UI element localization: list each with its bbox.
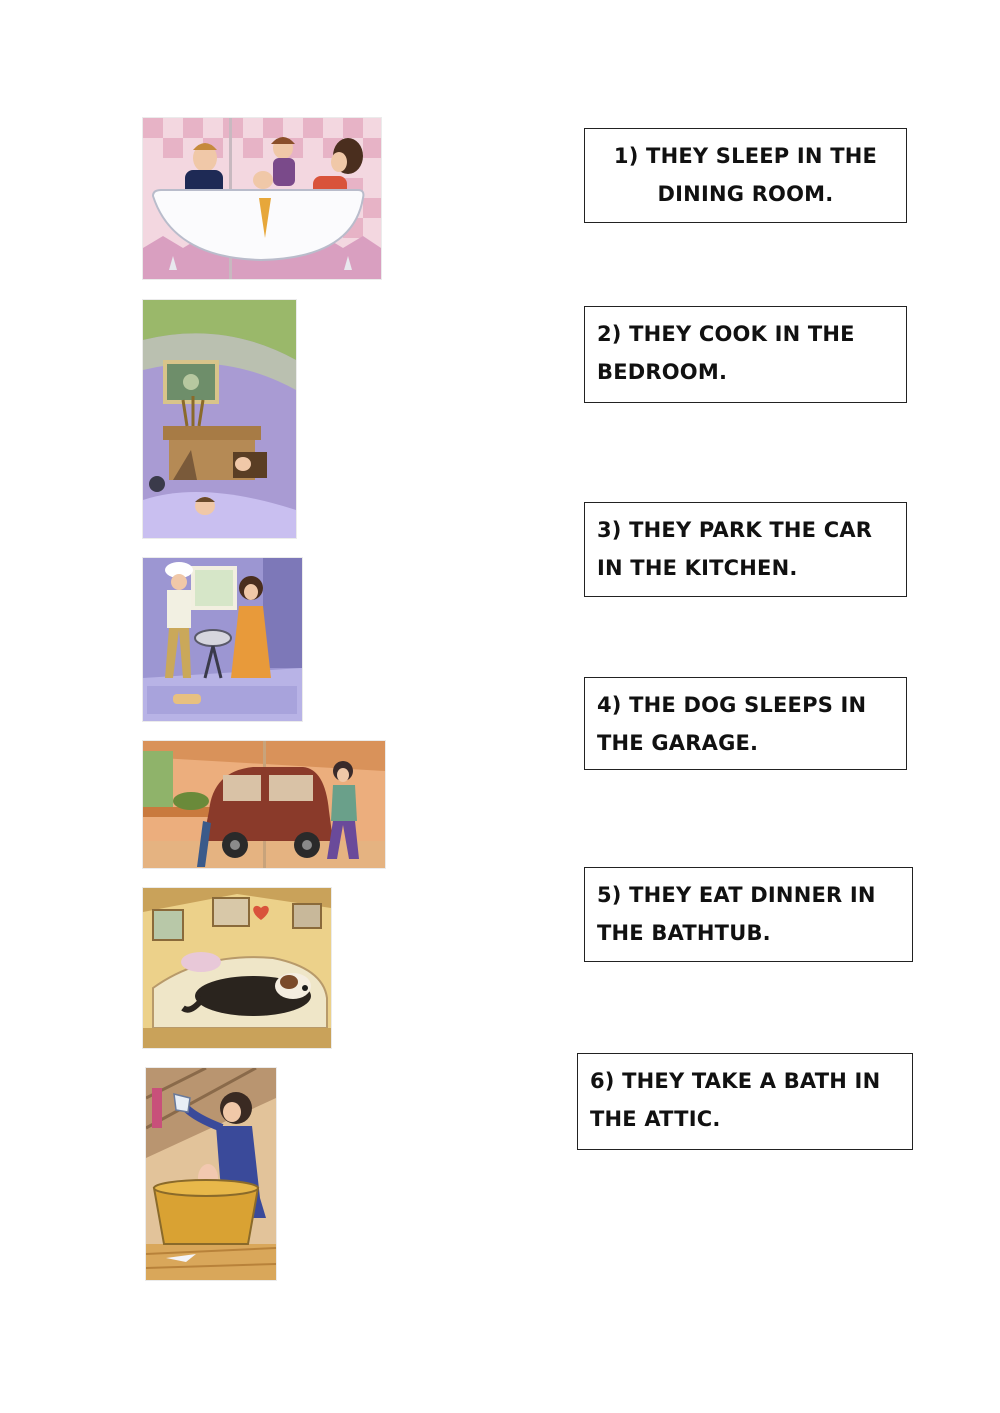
sentence-text-4: 4) THE DOG SLEEPS IN THE GARAGE. xyxy=(597,693,867,755)
picture-bathtub-dinner[interactable] xyxy=(143,118,381,279)
sentence-text-2: 2) THEY COOK IN THE BEDROOM. xyxy=(597,322,855,384)
picture-sleeping-under-table[interactable] xyxy=(143,300,296,538)
picture-bath-attic[interactable] xyxy=(146,1068,276,1280)
picture-cooking-bedroom[interactable] xyxy=(143,558,302,721)
picture-car-kitchen[interactable] xyxy=(143,741,385,868)
sentence-text-5: 5) THEY EAT DINNER IN THE BATHTUB. xyxy=(597,883,876,945)
sentence-box-4[interactable] xyxy=(584,677,907,770)
sentence-text-6: 6) THEY TAKE A BATH IN THE ATTIC. xyxy=(590,1069,881,1131)
sentence-box-1[interactable] xyxy=(584,128,907,223)
picture-dog-bed[interactable] xyxy=(143,888,331,1048)
sentence-box-2[interactable] xyxy=(584,306,907,403)
sentence-text-1: 1) THEY SLEEP IN THE DINING ROOM. xyxy=(613,144,878,206)
sentence-box-5[interactable] xyxy=(584,867,913,962)
sentence-box-6[interactable] xyxy=(577,1053,913,1150)
sentence-box-3[interactable] xyxy=(584,502,907,597)
sentence-text-3: 3) THEY PARK THE CAR IN THE KITCHEN. xyxy=(597,518,873,580)
